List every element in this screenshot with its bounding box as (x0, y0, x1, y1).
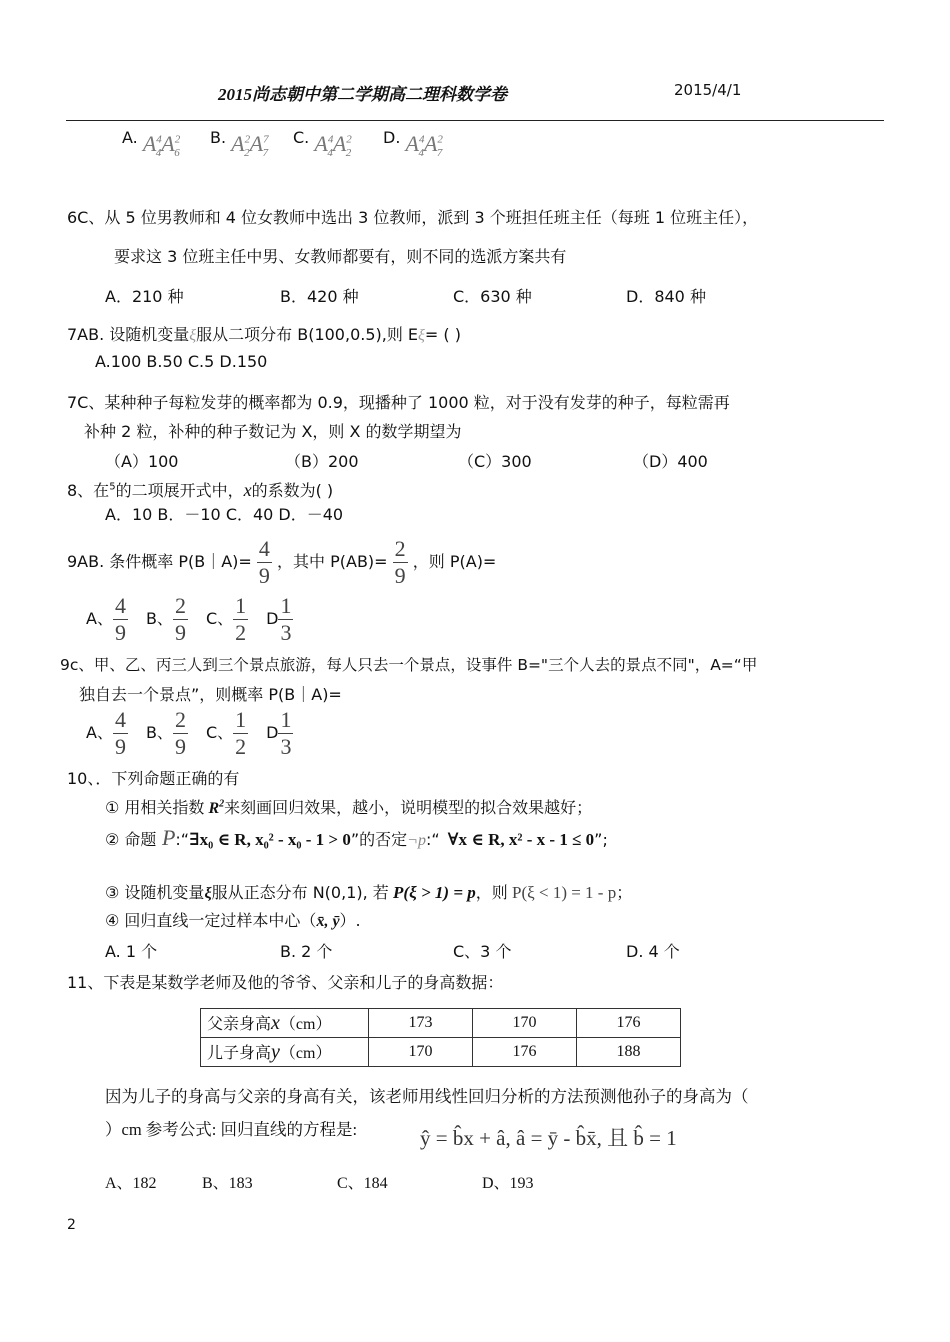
header-date: 2015/4/1 (674, 81, 742, 99)
q7c-option-d: （D）400 (633, 452, 708, 471)
q11-option-d: D、193 (482, 1175, 534, 1192)
q6c-option-c: C．630 种 (453, 287, 532, 306)
q6c-option-d: D．840 种 (626, 287, 706, 306)
option-label: C. (293, 128, 310, 147)
q7ab-stem: 7AB. 设随机变量ξ服从二项分布 B(100,0.5),则 Eξ= ( ) (67, 325, 461, 344)
permutation-expression: $A^4_4A^2_6$ (142, 131, 181, 160)
permutation-expression: $A^4_4A^2_2$ (314, 131, 352, 160)
table-row (201, 1009, 681, 1038)
row-label: 父亲身高x（cm） (201, 1009, 369, 1038)
q8-options: A．10 B．－10 C．40 D．－40 (105, 505, 344, 524)
option-label: D. (383, 128, 401, 147)
table-cell: 176 (577, 1009, 681, 1038)
q8-stem: 8、在$^5$的二项展开式中，x的系数为( ) (67, 480, 334, 500)
q5-option-d (383, 128, 443, 160)
permutation-expression: $A^2_2A^7_7$ (231, 131, 269, 160)
q9c-line-2: 独自去一个景点”，则概率 P(B｜A)= (79, 685, 342, 704)
q10-option-d: D. 4 个 (626, 942, 680, 961)
q10-stem: 10、．下列命题正确的有 (67, 769, 240, 788)
q10-statement-4: ④ 回归直线一定过样本中心（x̄, ȳ）. (105, 911, 361, 930)
q11-line-1: 因为儿子的身高与父亲的身高有关，该老师用线性回归分析的方法预测他孙子的身高为（ (105, 1087, 749, 1106)
table-cell: 188 (577, 1038, 681, 1067)
option-label: B. (210, 128, 227, 147)
table-row (201, 1038, 681, 1067)
q5-option-c (293, 128, 352, 160)
table-cell: 170 (369, 1038, 473, 1067)
regression-formula: ŷ = b̂x + â, â = ȳ - b̂x̄, 且 b̂ = 1 (420, 1126, 677, 1150)
q6c-line-1: 6C、从 5 位男教师和 4 位女教师中选出 3 位教师，派到 3 个班担任班主任（每班 1 位班主任）， (67, 208, 759, 227)
q9ab-stem: 9AB. 条件概率 P(B｜A)= $\frac{4}{9}$ ，其中 P(AB)= $\frac{2}{9}$ ，则 P(A)= (67, 536, 497, 588)
fraction: $\frac{4}{9}$ (258, 536, 270, 588)
permutation-expression: $A^4_4A^2_7$ (405, 131, 443, 160)
q11-option-c: C、184 (337, 1175, 388, 1192)
table-cell: 176 (473, 1038, 577, 1067)
q11-option-a: A、182 (105, 1175, 157, 1192)
q10-option-c: C、3 个 (453, 942, 512, 961)
q7c-option-a: （A）100 (105, 452, 179, 471)
q7c-line-2: 补种 2 粒，补种的种子数记为 X，则 X 的数学期望为 (84, 422, 462, 441)
q9c-line-1: 9c、甲、乙、丙三人到三个景点旅游，每人只去一个景点，设事件 B="三个人去的景点不同"，A=“甲 (60, 656, 758, 674)
q7c-option-b: （B）200 (285, 452, 359, 471)
table-cell: 170 (473, 1009, 577, 1038)
page-number: 2 (67, 1217, 76, 1233)
q5-option-b (210, 128, 269, 160)
q9ab-options: A、 $\frac{4}{9}$ B、 $\frac{2}{9}$ C、 $\frac{1}{2}$ D $\frac{1}{3}$ (86, 593, 292, 645)
q9c-options: A、 $\frac{4}{9}$ B、 $\frac{2}{9}$ C、 $\frac{1}{2}$ D $\frac{1}{3}$ (86, 707, 292, 759)
q10-statement-1: ① 用相关指数 $R^2$来刻画回归效果，越小，说明模型的拟合效果越好； (105, 798, 593, 817)
table-cell: 173 (369, 1009, 473, 1038)
q10-statement-2: ② 命题 P:“∃x₀ ∈ R, x₀² - x₀ - 1 > 0”的否定¬p:“ ∀x ∈ R, x² - x - 1 ≤ 0”; (105, 825, 608, 850)
q10-statement-3: ③ 设随机变量ξ服从正态分布 N(0,1), 若 P(ξ > 1) = p，则 P(ξ < 1) = 1 - p； (105, 883, 633, 902)
page-title: 2015尚志朝中第二学期高二理科数学卷 (218, 85, 507, 104)
q11-option-b: B、183 (202, 1175, 253, 1192)
option-label: A. (122, 128, 138, 147)
q7c-option-c: （C）300 (458, 452, 532, 471)
header-rule (66, 120, 884, 121)
q5-option-a (122, 128, 181, 160)
fraction: $\frac{2}{9}$ (394, 536, 406, 588)
q6c-line-2: 要求这 3 位班主任中男、女教师都要有，则不同的选派方案共有 (114, 247, 567, 266)
q11-stem: 11、下表是某数学老师及他的爷爷、父亲和儿子的身高数据： (67, 973, 504, 992)
q7c-line-1: 7C、某种种子每粒发芽的概率都为 0.9，现播种了 1000 粒，对于没有发芽的种子，每粒需再 (67, 393, 730, 412)
q6c-option-a: A．210 种 (105, 287, 184, 306)
height-data-table (200, 1008, 681, 1067)
q11-line-2: ）cm 参考公式: 回归直线的方程是: (105, 1120, 358, 1139)
q10-option-a: A. 1 个 (105, 942, 158, 961)
row-label: 儿子身高y（cm） (201, 1038, 369, 1067)
q6c-option-b: B．420 种 (280, 287, 359, 306)
q10-option-b: B. 2 个 (280, 942, 333, 961)
q7ab-options: A.100 B.50 C.5 D.150 (95, 352, 268, 371)
